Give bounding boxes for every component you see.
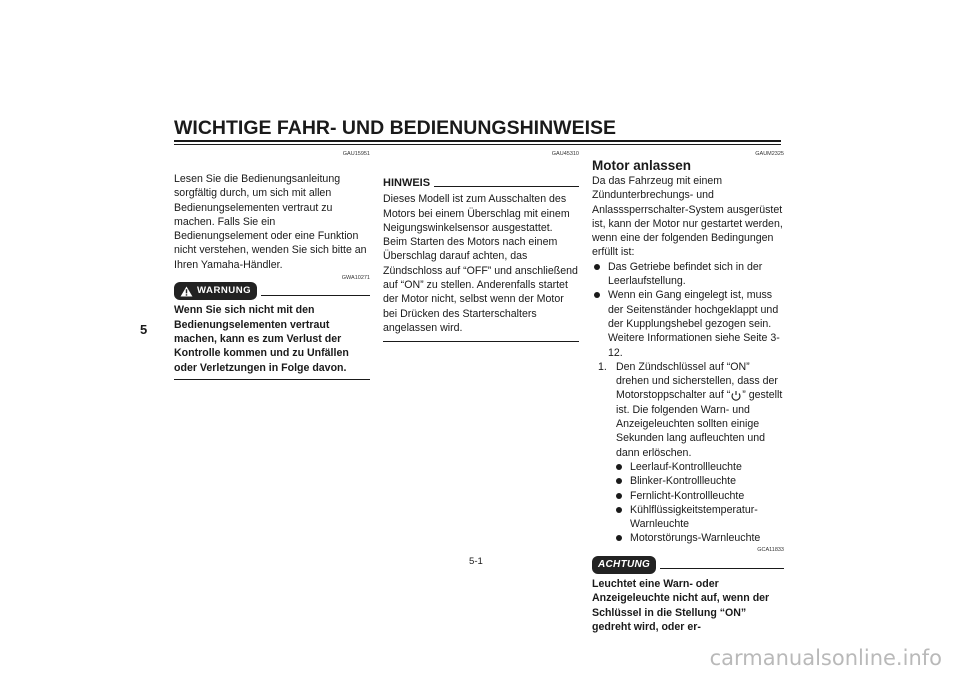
hinweis-label: HINWEIS: [383, 177, 431, 189]
section-code: GAUM2325: [755, 151, 784, 157]
hinweis-rule: [434, 186, 579, 187]
hinweis-header: [383, 176, 579, 190]
page-title: WICHTIGE FAHR- UND BEDIENUNGSHINWEISE: [174, 117, 617, 139]
section-code: GAU45310: [551, 151, 579, 157]
list-item: [592, 260, 784, 289]
list-item: [592, 288, 784, 359]
bullet-dot-icon: [616, 464, 622, 470]
achtung-rule: [660, 568, 784, 569]
bullet-dot-icon: [616, 507, 622, 513]
hinweis-bottom-rule: [383, 341, 579, 342]
warning-header: [174, 282, 370, 300]
title-rule-thin: [174, 144, 781, 145]
engine-run-icon: [730, 390, 742, 402]
chapter-tab: [128, 145, 162, 535]
bullet-dot-icon: [616, 535, 622, 541]
warning-code: GWA10271: [341, 275, 370, 282]
list-item: [616, 503, 784, 532]
warning-rule: [261, 295, 370, 296]
page-number: 5-1: [469, 556, 483, 567]
hinweis-text: Dieses Modell ist zum Ausschalten des Motors bei einem Überschlag mit einem Neigungswinkelsensor ausgestattet. Beim Starten des Motors nach einem Überschlag darauf achten, das Zündschloss auf “OFF” und anschließend auf “ON” zu stellen. Anderenfalls startet der Motor nicht, selbst wenn der Motor bei Drücken des Starterschalters angelassen wird.: [383, 193, 578, 334]
list-item-text: Kühlflüssigkeitstemperatur-Warnleuchte: [630, 503, 758, 531]
column-left: [174, 150, 370, 380]
title-rule: [174, 140, 781, 142]
chapter-number: 5: [140, 322, 148, 337]
list-item-text: Blinker-Kontrollleuchte: [630, 475, 736, 488]
step-text: Den Zündschlüssel auf “ON” drehen und sicherstellen, dass der Motorstoppschalter auf “ ” gestellt ist. Die folgenden Warn- und Anzeigeleuchten sollten einige Sekunden lang aufleuchten und dann erlöschen. Leerlauf-Kontrollleuchte Blinker-Kontrollleuchte Fernlicht-Kontrollleuchte Kühlflüssigkeitstemperatur-Warnleuchte Motorstörungs-Warnleuchte: [616, 360, 783, 545]
list-item-text: Das Getriebe befindet sich in der Leerlaufstellung.: [608, 260, 763, 288]
warning-triangle-icon: [180, 286, 193, 297]
step-item: [592, 360, 784, 546]
column-right: [592, 150, 784, 634]
list-item: [616, 474, 784, 488]
list-item: [616, 460, 784, 474]
bullet-dot-icon: [594, 264, 600, 270]
warning-label: WARNUNG: [197, 285, 252, 297]
list-item-text: Fernlicht-Kontrollleuchte: [630, 489, 745, 502]
section-heading: Motor anlassen: [592, 158, 692, 173]
start-intro: Da das Fahrzeug mit einem Zündunterbrechungs- und Anlasssperrschalter-System ausgerüstet ist, kann der Motor nur gestartet werden, wenn eine der folgenden Bedingungen erfüllt ist:: [592, 175, 783, 259]
column-middle: [383, 150, 579, 342]
watermark: carmanualsonline.info: [709, 646, 942, 670]
bullet-dot-icon: [594, 292, 600, 298]
achtung-text: Leuchtet eine Warn- oder Anzeigeleuchte nicht auf, wenn der Schlüssel in die Stellung “ON” gedreht wird, oder er-: [592, 578, 770, 633]
step-list: [592, 360, 784, 546]
achtung-code: GCA11833: [757, 546, 784, 553]
list-item: [616, 531, 784, 545]
achtung-badge: ACHTUNG: [592, 556, 656, 574]
bullet-dot-icon: [616, 478, 622, 484]
list-item-text: Wenn ein Gang eingelegt ist, muss der Seitenständer hochgeklappt und der Kupplungshebel gezogen sein. Weitere Informationen siehe Seite 3-12.: [608, 289, 780, 359]
step-number: 1.: [598, 360, 607, 373]
warning-badge: [174, 282, 257, 300]
achtung-header: [592, 556, 784, 574]
light-list: [616, 460, 784, 546]
condition-list: [592, 260, 784, 360]
list-item-text: Leerlauf-Kontrollleuchte: [630, 460, 742, 473]
section-code: GAU15951: [342, 151, 370, 157]
bullet-dot-icon: [616, 493, 622, 499]
list-item: [616, 489, 784, 503]
warning-bottom-rule: [174, 379, 370, 380]
list-item-text: Motorstörungs-Warnleuchte: [630, 532, 761, 545]
warning-text: Wenn Sie sich nicht mit den Bedienungselementen vertraut machen, kann es zum Verlust der Kontrolle kommen und zu Unfällen oder Verletzungen in Folge davon.: [174, 304, 349, 374]
intro-paragraph: Lesen Sie die Bedienungsanleitung sorgfältig durch, um sich mit allen Bedienungselementen vertraut zu machen. Falls Sie ein Bedienungselement oder eine Funktion nicht verstehen, wenden Sie sich bitte an Ihren Yamaha-Händler.: [174, 173, 367, 271]
